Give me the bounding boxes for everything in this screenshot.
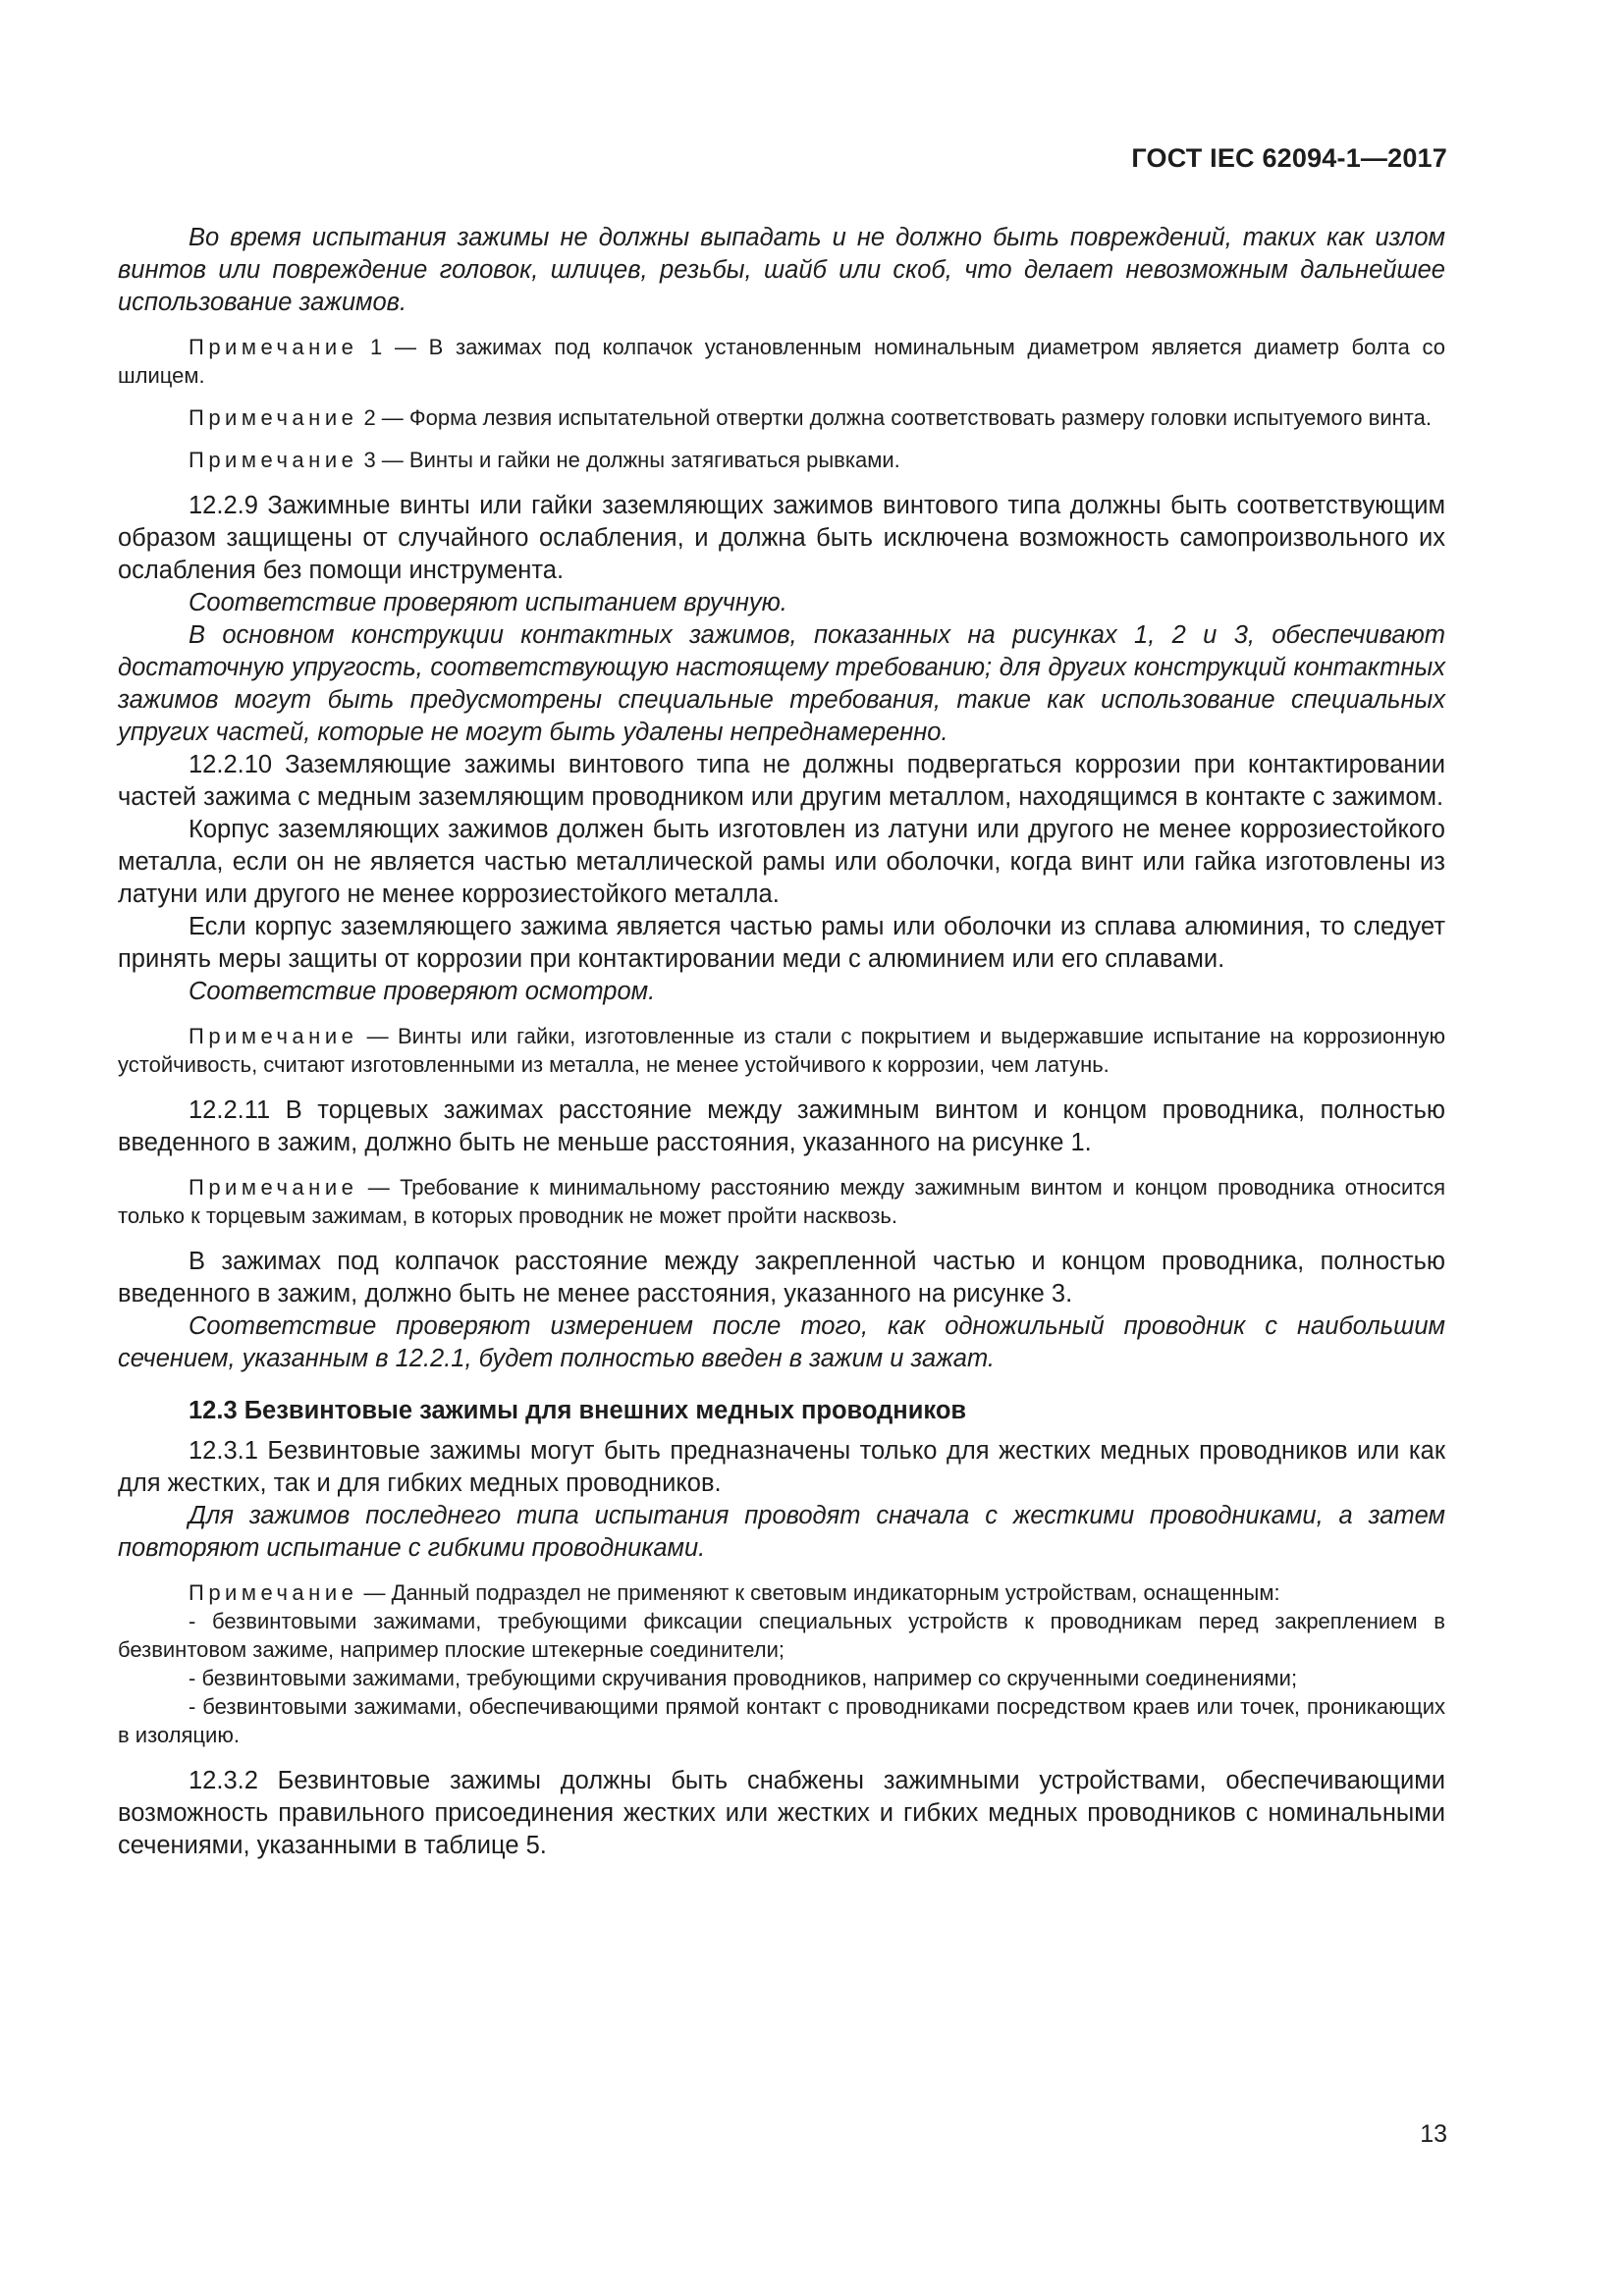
note-block-1 xyxy=(118,333,1445,474)
note-label: Примечание xyxy=(189,405,358,430)
page-content xyxy=(118,222,1445,1862)
page-number: 13 xyxy=(1420,2120,1447,2148)
note-text: — Данный подраздел не применяют к световым индикаторным устройствам, оснащенным: xyxy=(357,1580,1280,1605)
clause-12-2-11: 12.2.11 В торцевых зажимах расстояние между зажимным винтом и концом проводника, полностью введенного в зажим, должно быть не меньше расстояния, указанного на рисунке 1. xyxy=(118,1096,1445,1156)
clause-12-3-1: 12.3.1 Безвинтовые зажимы могут быть предназначены только для жестких медных проводников или как для жестких, так и для гибких медных проводников. xyxy=(118,1437,1445,1497)
note-list-item: - безвинтовыми зажимами, требующими скручивания проводников, например со скрученными соединениями; xyxy=(189,1666,1298,1690)
clause-12-2-10-body: Корпус заземляющих зажимов должен быть изготовлен из латуни или другого не менее коррозиестойкого металла, если он не является частью металлической рамы или оболочки, когда винт или гайка изготовлены из латуни или другого не менее коррозиестойкого металла. xyxy=(118,816,1445,908)
note-1 xyxy=(118,333,1445,390)
note-label: Примечание xyxy=(189,1024,358,1048)
clause-12-2-11-check: Соответствие проверяют измерением после того, как одножильный проводник с наибольшим сечением, указанным в 12.2.1, будет полностью введен в зажим и зажат. xyxy=(118,1312,1445,1372)
section-title-12-3: 12.3 Безвинтовые зажимы для внешних медных проводников xyxy=(189,1397,967,1424)
note-block-2 xyxy=(118,1022,1445,1079)
note-list-item: - безвинтовыми зажимами, обеспечивающими прямой контакт с проводниками посредством краев или точек, проникающих в изоляцию. xyxy=(118,1694,1445,1747)
clause-12-2-10: 12.2.10 Заземляющие зажимы винтового типа не должны подвергаться коррозии при контактировании частей зажима с медным заземляющим проводником или другим металлом, находящимся в контакте с зажимом. xyxy=(118,751,1445,811)
note-text: 2 — Форма лезвия испытательной отвертки должна соответствовать размеру головки испытуемого винта. xyxy=(357,405,1432,430)
note-text: 3 — Винты и гайки не должны затягиваться рывками. xyxy=(357,448,900,472)
clause-12-2-9-explanation: В основном конструкции контактных зажимов, показанных на рисунках 1, 2 и 3, обеспечивают достаточную упругость, соответствующую настоящему требованию; для других конструкций контактных зажимов могут быть предусмотрены специальные требования, такие как использование специальных упругих частей, которые не могут быть удалены непреднамеренно. xyxy=(118,621,1445,746)
note-list-item: - безвинтовыми зажимами, требующими фиксации специальных устройств к проводникам перед закреплением в безвинтовом зажиме, например плоские штекерные соединители; xyxy=(118,1609,1445,1662)
paragraph-test-requirements: Во время испытания зажимы не должны выпадать и не должно быть повреждений, таких как излом винтов или повреждение головок, шлицев, резьбы, шайб или скоб, что делает невозможным дальнейшее использование зажимов. xyxy=(118,224,1445,316)
note-label: Примечание xyxy=(189,1175,358,1200)
note-3 xyxy=(118,446,1445,474)
note-block-4 xyxy=(118,1578,1445,1749)
note-5 xyxy=(118,1173,1445,1230)
clause-12-3-2: 12.3.2 Безвинтовые зажимы должны быть снабжены зажимными устройствами, обеспечивающими возможность правильного присоединения жестких или жестких и гибких медных проводников с номинальными сечениями, указанными в таблице 5. xyxy=(118,1767,1445,1859)
clause-12-3-1-test: Для зажимов последнего типа испытания проводят сначала с жесткими проводниками, а затем повторяют испытание с гибкими проводниками. xyxy=(118,1502,1445,1562)
document-header: ГОСТ IEC 62094-1—2017 xyxy=(1131,143,1447,173)
note-text: 1 — В зажимах под колпачок установленным номинальным диаметром является диаметр болта со шлицем. xyxy=(118,335,1445,388)
clause-12-2-9-check: Соответствие проверяют испытанием вручную. xyxy=(189,589,787,616)
clause-12-2-9: 12.2.9 Зажимные винты или гайки заземляющих зажимов винтового типа должны быть соответствующим образом защищены от случайного ослабления, и должна быть исключена возможность самопроизвольного их ослабления без помощи инструмента. xyxy=(118,492,1445,584)
note-label: Примечание xyxy=(189,335,358,359)
note-block-3 xyxy=(118,1173,1445,1230)
note-label: Примечание xyxy=(189,448,358,472)
clause-12-2-11-cap: В зажимах под колпачок расстояние между закрепленной частью и концом проводника, полностью введенного в зажим, должно быть не менее расстояния, указанного на рисунке 3. xyxy=(118,1248,1445,1308)
note-label: Примечание xyxy=(189,1580,358,1605)
note-text: — Винты или гайки, изготовленные из стали с покрытием и выдержавшие испытание на коррозионную устойчивость, считают изготовленными из металла, не менее устойчивого к коррозии, чем латунь. xyxy=(118,1024,1445,1077)
clause-12-2-10-check: Соответствие проверяют осмотром. xyxy=(189,978,656,1005)
note-text: — Требование к минимальному расстоянию между зажимным винтом и концом проводника относится только к торцевым зажимам, в которых проводник не может пройти насквозь. xyxy=(118,1175,1445,1228)
note-2 xyxy=(118,403,1445,432)
note-6 xyxy=(118,1578,1445,1607)
clause-12-2-10-aluminium: Если корпус заземляющего зажима является частью рамы или оболочки из сплава алюминия, то следует принять меры защиты от коррозии при контактировании меди с алюминием или его сплавами. xyxy=(118,913,1445,973)
note-4 xyxy=(118,1022,1445,1079)
